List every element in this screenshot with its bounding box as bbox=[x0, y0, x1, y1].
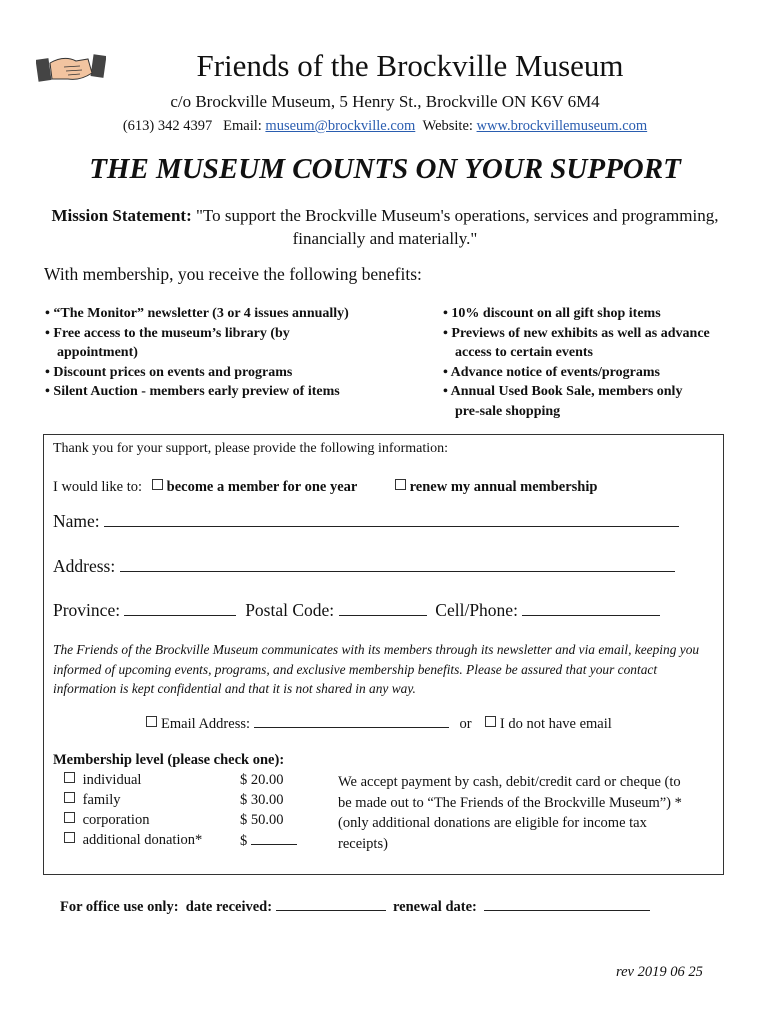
mission-label: Mission Statement: bbox=[51, 206, 192, 225]
email-address-label: Email Address: bbox=[161, 716, 251, 732]
benefit-item: • Free access to the museum’s library (by appointment) bbox=[45, 324, 327, 363]
renewal-date-field[interactable] bbox=[484, 898, 650, 911]
or-text: or bbox=[459, 716, 472, 732]
postal-code-field[interactable] bbox=[339, 601, 427, 616]
mission-text: "To support the Brockville Museum's operations, services and programming, financially and materially." bbox=[195, 206, 719, 248]
province-label: Province: bbox=[53, 600, 121, 620]
benefit-item: • Silent Auction - members early preview of items bbox=[45, 382, 425, 402]
level-donation-checkbox[interactable] bbox=[64, 832, 75, 843]
organization-contact bbox=[0, 118, 770, 135]
level-label: corporation bbox=[82, 812, 150, 828]
benefit-item: • 10% discount on all gift shop items bbox=[443, 304, 733, 324]
payment-info: We accept payment by cash, debit/credit card or cheque (to be made out to “The Friends of the Brockville Museum”) *(only additional donations are eligible for income tax receipts) bbox=[338, 774, 682, 852]
benefit-item: • “The Monitor” newsletter (3 or 4 issues annually) bbox=[45, 304, 425, 324]
level-corporation-checkbox[interactable] bbox=[64, 812, 75, 823]
phone-field[interactable] bbox=[522, 601, 660, 616]
no-email-checkbox[interactable] bbox=[485, 716, 496, 727]
office-use-label: For office use only: bbox=[60, 899, 179, 915]
benefit-item: • Annual Used Book Sale, members only pre-sale shopping bbox=[443, 382, 705, 421]
privacy-notice: The Friends of the Brockville Museum communicates with its members through its newsletter and via email, keeping you informed of upcoming events, programs, and exclusive membership benefits. Please be assured that your contact information is kept confidential and that it is not shared in any way. bbox=[53, 642, 700, 696]
mission-statement bbox=[40, 204, 730, 250]
email-field[interactable] bbox=[254, 715, 449, 728]
new-member-option: become a member for one year bbox=[166, 479, 358, 495]
new-member-checkbox[interactable] bbox=[152, 479, 163, 490]
renewal-date-label: renewal date: bbox=[392, 899, 477, 915]
date-received-field[interactable] bbox=[276, 898, 386, 911]
benefit-item: • Previews of new exhibits as well as advance access to certain events bbox=[443, 324, 713, 363]
level-row bbox=[58, 772, 141, 789]
office-use-row bbox=[60, 898, 650, 916]
website-link[interactable]: www.brockvillemuseum.com bbox=[476, 118, 648, 134]
postal-code-label: Postal Code: bbox=[245, 600, 335, 620]
level-amount: $ 30.00 bbox=[240, 792, 284, 808]
revision-date: rev 2019 06 25 bbox=[616, 964, 703, 980]
phone-number: (613) 342 4397 bbox=[122, 118, 213, 134]
province-field[interactable] bbox=[124, 601, 236, 616]
level-label: family bbox=[82, 792, 121, 808]
benefits-list-left bbox=[45, 304, 425, 402]
province-row bbox=[53, 600, 660, 621]
level-amount: $ 20.00 bbox=[240, 772, 284, 788]
membership-type-row bbox=[53, 479, 597, 496]
level-row bbox=[58, 792, 120, 809]
organization-title: Friends of the Brockville Museum bbox=[196, 48, 624, 83]
level-family-checkbox[interactable] bbox=[64, 792, 75, 803]
level-row bbox=[58, 832, 202, 849]
level-individual-checkbox[interactable] bbox=[64, 772, 75, 783]
level-amount: $ bbox=[240, 833, 248, 849]
email-label: Email: bbox=[223, 118, 262, 134]
level-amount: $ 50.00 bbox=[240, 812, 284, 828]
address-row bbox=[53, 556, 675, 577]
renew-checkbox[interactable] bbox=[395, 479, 406, 490]
form-thanks-text: Thank you for your support, please provide the following information: bbox=[53, 441, 449, 456]
membership-level-heading: Membership level (please check one): bbox=[53, 752, 285, 768]
name-field[interactable] bbox=[104, 512, 679, 527]
membership-type-label: I would like to: bbox=[53, 479, 143, 495]
email-checkbox[interactable] bbox=[146, 716, 157, 727]
benefits-intro: With membership, you receive the following benefits: bbox=[44, 264, 422, 284]
donation-amount-field[interactable] bbox=[251, 832, 297, 845]
renew-option: renew my annual membership bbox=[409, 479, 598, 495]
benefits-list-right bbox=[443, 304, 733, 421]
date-received-label: date received: bbox=[185, 899, 273, 915]
organization-address: c/o Brockville Museum, 5 Henry St., Brockville ON K6V 6M4 bbox=[170, 92, 600, 111]
level-label: additional donation* bbox=[82, 832, 203, 848]
benefit-item: • Advance notice of events/programs bbox=[443, 363, 733, 383]
donation-amount-row bbox=[240, 832, 297, 850]
email-row bbox=[140, 715, 612, 733]
headline: THE MUSEUM COUNTS ON YOUR SUPPORT bbox=[89, 153, 681, 185]
level-label: individual bbox=[82, 772, 142, 788]
address-label: Address: bbox=[53, 556, 116, 576]
email-link[interactable]: museum@brockville.com bbox=[265, 118, 416, 134]
no-email-option: I do not have email bbox=[499, 716, 612, 732]
benefit-item: • Discount prices on events and programs bbox=[45, 363, 425, 383]
name-row bbox=[53, 511, 679, 532]
level-row bbox=[58, 812, 149, 829]
address-field[interactable] bbox=[120, 557, 675, 572]
website-label: Website: bbox=[422, 118, 473, 134]
phone-label: Cell/Phone: bbox=[435, 600, 518, 620]
name-label: Name: bbox=[53, 511, 100, 531]
